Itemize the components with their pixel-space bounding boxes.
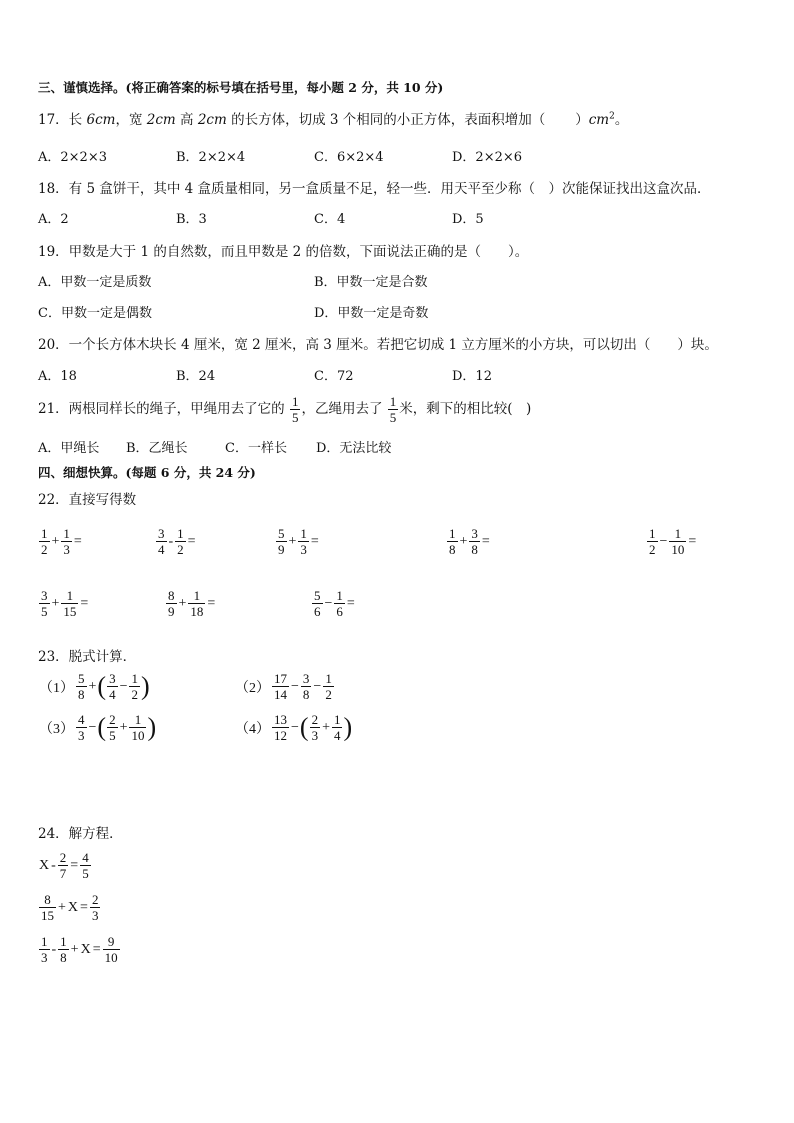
q24-equation-2[interactable]: $\frac{8}{15}$ + X = $\frac{2}{3}$: [41, 892, 99, 923]
q22-expr-1[interactable]: $\frac{1}{2}$ + $\frac{1}{3}$ =: [41, 526, 82, 557]
q22-expr-3[interactable]: $\frac{5}{9}$ + $\frac{1}{3}$ =: [278, 526, 319, 557]
q17-text-2: ，宽: [115, 112, 147, 128]
q18-option-b[interactable]: B．3: [176, 212, 207, 227]
q21-fraction-1: $\frac{1}{5}$: [291, 394, 299, 425]
q21-option-b[interactable]: B．乙绳长: [126, 441, 188, 456]
q17-unit-3: cm: [206, 112, 227, 128]
q17-unit-2: cm: [155, 112, 176, 128]
q23-item-1[interactable]: （1） $\frac{5}{8}$ +( $\frac{3}{4}$ − $\frac{1}{2}$ ): [39, 671, 150, 702]
q22-expr-7[interactable]: $\frac{8}{9}$ + $\frac{1}{18}$ =: [168, 588, 216, 619]
q20-option-c[interactable]: C．72: [314, 369, 354, 384]
q17-text-3: 高: [175, 112, 198, 128]
q20-option-b[interactable]: B．24: [176, 369, 216, 384]
question-20: 20．一个长方体木块长 4 厘米，宽 2 厘米，高 3 厘米。若把它切成 1 立方厘米的小方块，可以切出（ ）块。: [38, 337, 718, 353]
q22-expr-8[interactable]: $\frac{5}{6}$ − $\frac{1}{6}$ =: [314, 588, 355, 619]
question-23-title: 23．脱式计算．: [38, 649, 137, 665]
section-3-title: 三、谨慎选择。(将正确答案的标号填在括号里，每小题 2 分，共 10 分): [38, 80, 444, 95]
q22-expr-6[interactable]: $\frac{3}{5}$ + $\frac{1}{15}$ =: [41, 588, 89, 619]
q23-item-4[interactable]: （4） $\frac{13}{12}$ −( $\frac{2}{3}$ + $\frac{1}{4}$ ): [235, 712, 353, 743]
q21-text-2: ，乙绳用去了: [301, 401, 383, 417]
q19-option-b[interactable]: B．甲数一定是合数: [314, 275, 428, 290]
q17-text-4: 的长方体，切成 3 个相同的小正方体，表面积增加（: [226, 112, 546, 128]
q17-area-unit: cm: [588, 112, 610, 128]
q17-text-5: ）: [575, 112, 589, 128]
question-22-title: 22．直接写得数: [38, 492, 137, 508]
q18-option-d[interactable]: D．5: [452, 212, 484, 227]
q17-value-3: 2: [197, 112, 207, 128]
q21-option-d[interactable]: D．无法比较: [316, 441, 392, 456]
q17-option-c[interactable]: C．6×2×4: [314, 150, 384, 165]
section-4-title: 四、细想快算。(每题 6 分，共 24 分): [38, 465, 256, 480]
question-19: 19．甲数是大于 1 的自然数，而且甲数是 2 的倍数，下面说法正确的是（ ）。: [38, 244, 529, 260]
q21-text-1: 21．两根同样长的绳子，甲绳用去了它的: [38, 401, 285, 417]
q21-text-3: 米，剩下的相比较( ): [399, 401, 532, 417]
q20-option-d[interactable]: D．12: [452, 369, 492, 384]
q17-value-1: 6: [86, 112, 96, 128]
q23-item-2[interactable]: （2） $\frac{17}{14}$ − $\frac{3}{8}$ − $\frac{1}{2}$: [235, 671, 332, 702]
q17-unit-1: cm: [95, 112, 116, 128]
q21-option-a[interactable]: A．甲绳长: [38, 441, 100, 456]
q24-equation-3[interactable]: $\frac{1}{3}$ - $\frac{1}{8}$ + X = $\frac{9}{10}$: [41, 934, 118, 965]
q18-option-c[interactable]: C．4: [314, 212, 346, 227]
q23-item-3[interactable]: （3） $\frac{4}{3}$ −( $\frac{2}{5}$ + $\frac{1}{10}$ ): [39, 712, 157, 743]
q21-option-c[interactable]: C．一样长: [225, 441, 287, 456]
q17-area-unit-exponent: 2: [609, 111, 615, 122]
question-18: 18．有 5 盒饼干，其中 4 盒质量相同，另一盒质量不足，轻一些．用天平至少称（ ）次能保证找出这盒次品．: [38, 181, 711, 197]
q19-option-c[interactable]: C．甲数一定是偶数: [38, 306, 152, 321]
question-24-title: 24．解方程．: [38, 826, 123, 842]
q17-text-1: 17．长: [38, 112, 87, 128]
q21-fraction-2: $\frac{1}{5}$: [389, 394, 397, 425]
q19-option-d[interactable]: D．甲数一定是奇数: [314, 306, 429, 321]
q19-option-a[interactable]: A．甲数一定是质数: [38, 275, 152, 290]
q17-text-end: 。: [614, 112, 629, 128]
q22-expr-5[interactable]: $\frac{1}{2}$ − $\frac{1}{10}$ =: [649, 526, 697, 557]
q17-option-d[interactable]: D．2×2×6: [452, 150, 523, 165]
q17-value-2: 2: [146, 112, 156, 128]
q17-option-a[interactable]: A．2×2×3: [38, 150, 107, 165]
q20-option-a[interactable]: A．18: [38, 369, 77, 384]
q18-option-a[interactable]: A．2: [38, 212, 69, 227]
q17-option-b[interactable]: B．2×2×4: [176, 150, 246, 165]
question-17: [38, 108, 628, 128]
question-21: [38, 394, 531, 425]
q22-expr-4[interactable]: $\frac{1}{8}$ + $\frac{3}{8}$ =: [449, 526, 490, 557]
q24-equation-1[interactable]: X - $\frac{2}{7}$ = $\frac{4}{5}$: [39, 850, 89, 881]
q22-expr-2[interactable]: $\frac{3}{4}$ - $\frac{1}{2}$ =: [158, 526, 196, 557]
